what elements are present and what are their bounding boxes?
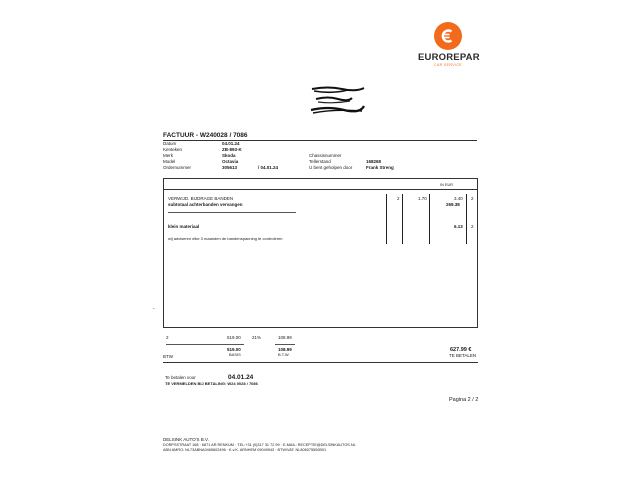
value-ordernummer: 305613	[222, 165, 238, 170]
payment-reference: TE VERMELDEN BIJ BETALING: W24 0028 / 7086	[165, 381, 258, 386]
total-vat: 108.99	[278, 347, 292, 352]
vat-summary	[163, 333, 478, 363]
value-datum: 04.01.24	[222, 141, 240, 146]
grand-total: 627.99 €	[450, 347, 472, 353]
vehicle-values	[366, 159, 394, 171]
column-divider	[402, 194, 403, 244]
eurorepar-logo	[418, 22, 478, 67]
label-kenteken: Kenteken	[163, 147, 183, 152]
total-base: 519.00	[227, 347, 241, 352]
company-address: DORPSSTRAAT 168 · 6871 AR RENKUM · TEL:+31 (0)317 31 72 99 · E-MAIL: RECEPTIE@DELSINKAUTOS.NL	[163, 442, 356, 447]
summary-rule	[275, 344, 295, 345]
page-number: Pagina 2 / 2	[449, 397, 479, 403]
currency-header: IN EUR	[440, 183, 453, 187]
company-footer	[163, 437, 356, 454]
vat-base: 519.00	[227, 335, 241, 340]
line-amount: 3.40	[454, 196, 463, 201]
invoice-lines-table	[163, 178, 478, 328]
line-description: klein materiaal	[168, 224, 200, 229]
pay-before-label: Te betalen voor	[165, 375, 196, 380]
vat-amount: 108.99	[278, 335, 292, 340]
btw-label: BTW	[163, 354, 173, 359]
vat-percentage: 21%	[252, 335, 262, 340]
vat-code: 2	[166, 335, 169, 340]
line-description: subtotaal achterbanden vervangen	[168, 202, 243, 207]
subtotal-rule	[168, 212, 296, 213]
vehicle-labels	[309, 153, 352, 171]
label-merk: Merk	[163, 153, 173, 158]
line-qty: 2	[397, 196, 400, 201]
company-name: DELSINK AUTO'S B.V.	[163, 437, 209, 442]
value-model: Octavia	[222, 159, 239, 164]
line-amount: 269.38	[446, 202, 460, 207]
table-header	[164, 179, 477, 190]
line-description: VERWIJD. BIJDRAGE BANDEN	[168, 196, 234, 201]
logo-mark-icon	[434, 22, 462, 50]
column-divider	[429, 194, 430, 244]
redacted-scribble	[308, 86, 368, 116]
margin-mark: -	[153, 306, 155, 312]
line-vat-code: 2	[471, 196, 474, 201]
value-kenteken: ZB-893-K	[222, 147, 242, 152]
label-ordernummer: Ordernummer	[163, 165, 192, 170]
label-geholpen-door: U bent geholpen door	[309, 165, 353, 170]
meta-values	[222, 141, 242, 171]
value-geholpen-door: Frank Streng	[366, 165, 394, 170]
invoice-title: FACTUUR - W240028 / 7086	[163, 132, 248, 139]
logo-name: EUROREPAR	[418, 52, 480, 63]
logo-tagline: CAR SERVICE	[433, 63, 463, 67]
value-tellerstand: 168268	[366, 159, 382, 164]
order-date: / 04.01.24	[258, 165, 279, 170]
summary-rule	[166, 344, 244, 345]
label-tellerstand: Tellerstand	[309, 159, 331, 164]
column-divider	[466, 194, 467, 244]
pay-before-date: 04.01.24	[228, 374, 254, 381]
column-divider	[386, 194, 387, 244]
to-pay-label: TE BETALEN	[449, 353, 477, 358]
title-divider	[163, 140, 477, 141]
line-vat-code: 2	[471, 224, 474, 229]
label-chassisnummer: Chassisnummer	[309, 153, 342, 158]
value-merk: Skoda	[222, 153, 236, 158]
label-model: Model	[163, 159, 176, 164]
company-bank: ABN AMRO: NL73ABNA0465602496 · K.v.K. ARNHEM 09049943 · BTW/VAT: NL806075500B01	[163, 448, 327, 453]
meta-labels	[163, 141, 191, 171]
advice-note: wij adviseren elke 3 maanden de bandenspanning te controleren	[168, 236, 283, 241]
line-amount: 6.13	[454, 224, 463, 229]
line-price: 1.70	[418, 196, 427, 201]
vat-label: B.T.W.	[278, 352, 290, 357]
label-datum: Datum	[163, 141, 177, 146]
base-label: BASIS	[229, 352, 241, 357]
